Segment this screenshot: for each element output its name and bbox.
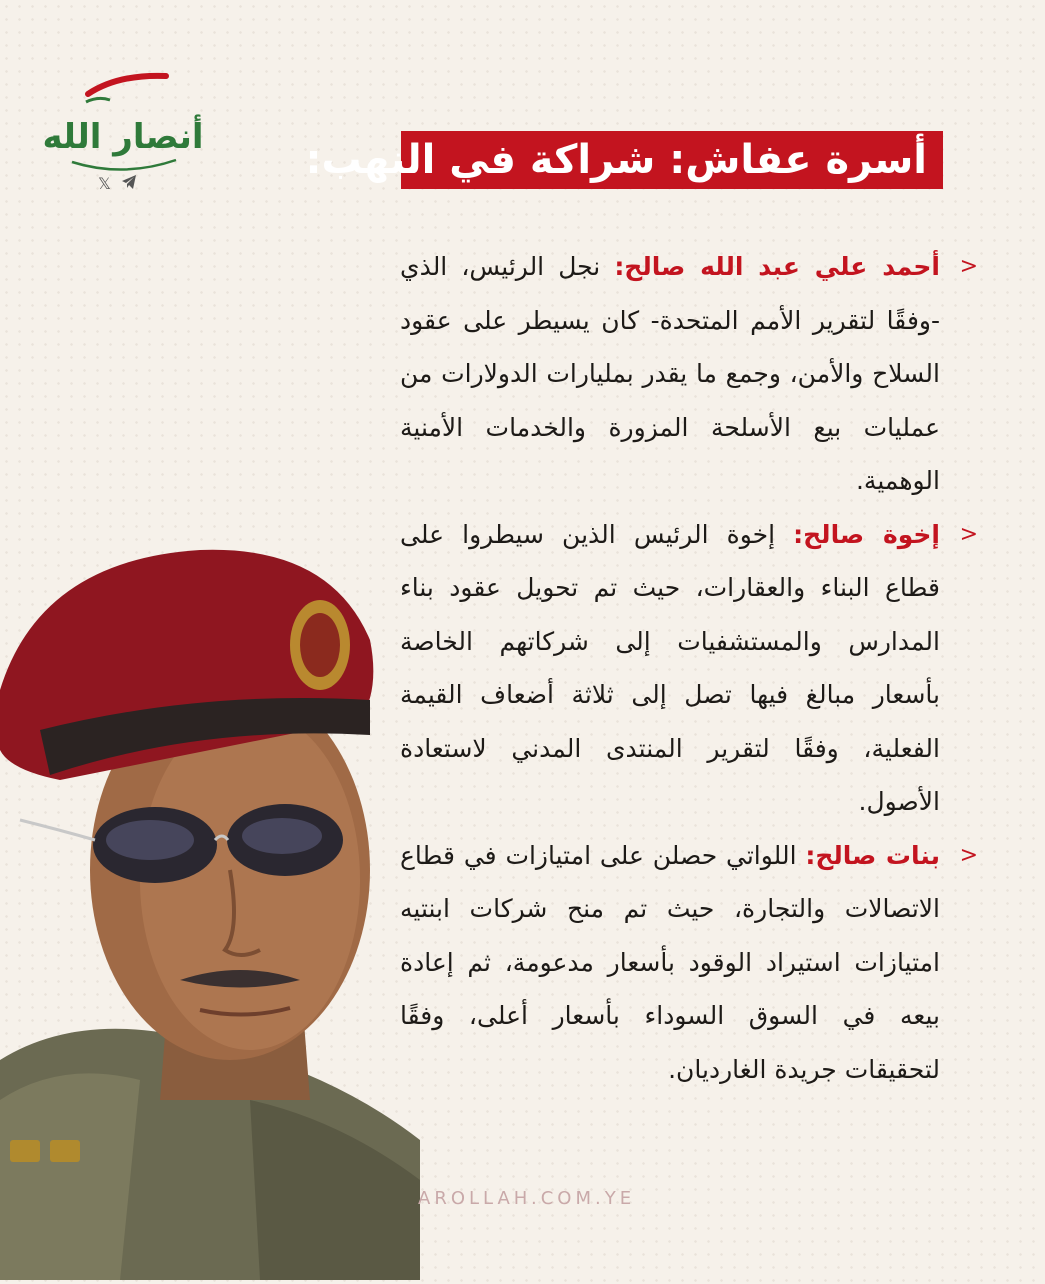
bullet-icon: >: [959, 254, 978, 279]
portrait-image: [0, 540, 420, 1280]
beret-badge: [290, 600, 350, 690]
bullet-icon: >: [959, 521, 978, 547]
item-text: نجل الرئيس، الذي -وفقًا لتقرير الأمم المتحدة- كان يسيطر على عقود السلاح والأمن، وجمع ما يقدر بمليارات الدولارات من عمليات بيع الأسلحة المزورة والخدمات الأمنية الوهمية.: [400, 252, 940, 495]
page-title: أسرة عفاش: شراكة في النهب:: [401, 131, 943, 189]
item-heading: أحمد علي عبد الله صالح:: [614, 252, 940, 281]
x-icon[interactable]: 𝕏: [98, 174, 111, 193]
article-body: [400, 240, 980, 1096]
list-item: [400, 829, 980, 1097]
list-item: [400, 240, 980, 508]
sunglasses: [20, 804, 343, 883]
list-item: [400, 508, 980, 829]
item-text: اللواتي حصلن على امتيازات في قطاع الاتصالات والتجارة، حيث تم منح شركات ابنتيه امتيازات استيراد الوقود بأسعار مدعومة، ثم إعادة بيعه في السوق السوداء بأسعار أعلى، وفقًا لتحقيقات جريدة الغارديان.: [400, 840, 940, 1084]
item-heading: إخوة صالح:: [793, 519, 940, 549]
item-heading: بنات صالح:: [805, 840, 940, 870]
telegram-icon[interactable]: [121, 174, 137, 194]
social-icons: [98, 174, 137, 194]
website-url[interactable]: AROLLAH.COM.YE: [418, 1188, 636, 1209]
item-text: إخوة الرئيس الذين سيطروا على قطاع البناء والعقارات، حيث تم تحويل عقود بناء المدارس والمستشفيات إلى شركاتهم الخاصة بأسعار مبالغ فيها تصل إلى ثلاثة أضعاف القيمة الفعلية، وفقًا لتقرير المنتدى المدني لاستعادة الأصول.: [400, 519, 940, 816]
bullet-icon: >: [959, 842, 978, 868]
logo-text: أنصار الله: [42, 117, 204, 157]
